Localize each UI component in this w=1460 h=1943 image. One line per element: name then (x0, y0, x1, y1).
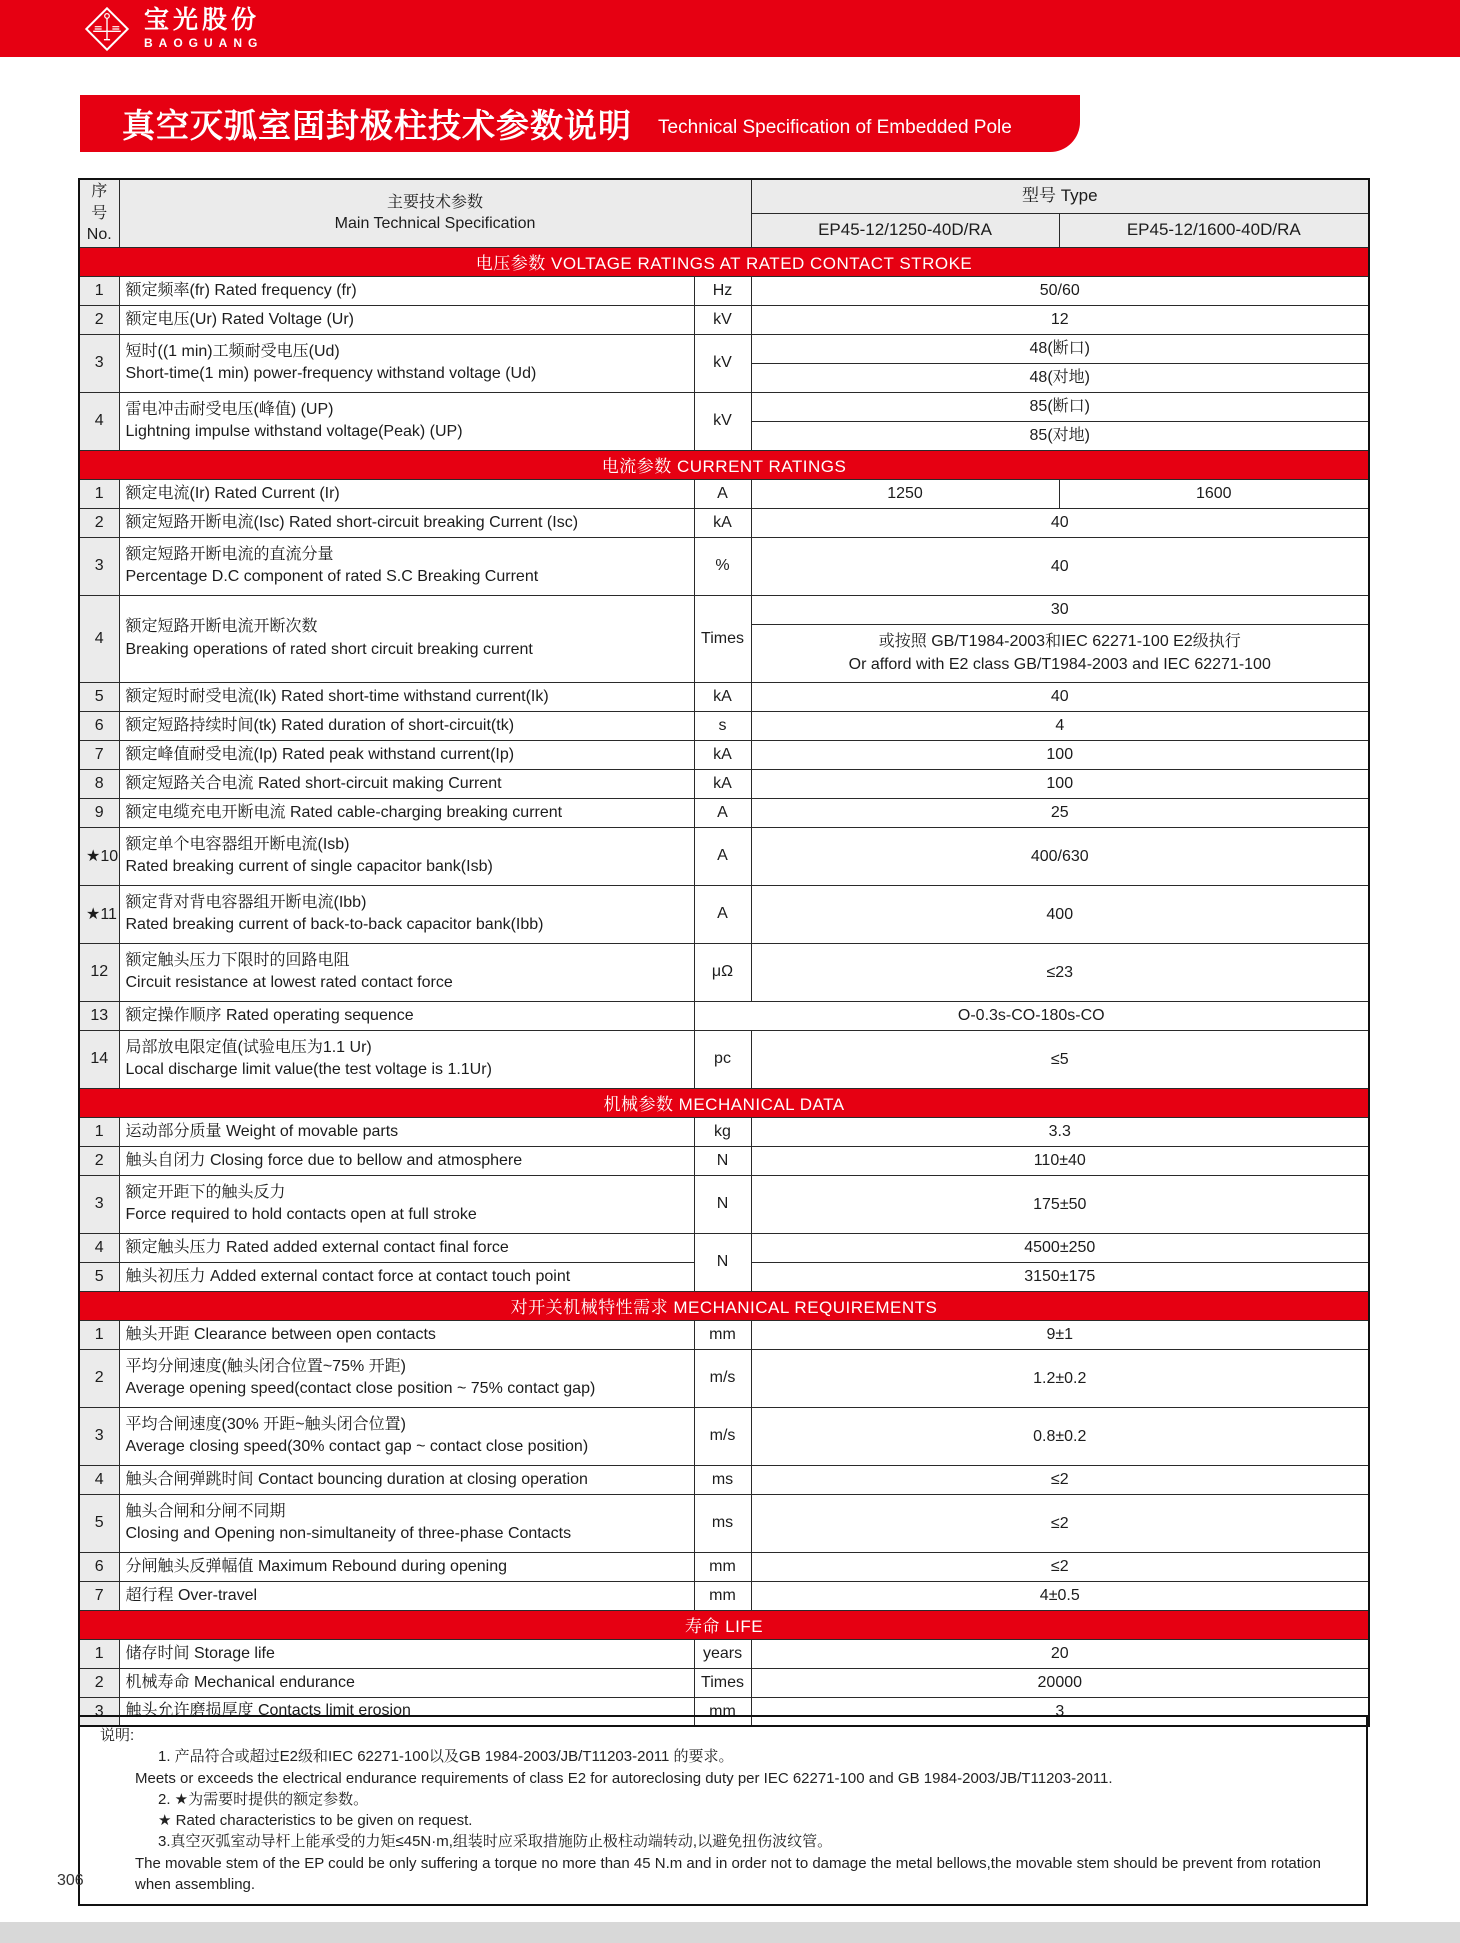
row-no: 2 (79, 305, 119, 334)
row-value: 50/60 (751, 276, 1369, 305)
row-value: 175±50 (751, 1175, 1369, 1233)
notes-box (78, 1715, 1368, 1906)
header-no-cn: 序号 (91, 183, 108, 222)
spec-row (79, 392, 1369, 421)
row-no: 14 (79, 1030, 119, 1088)
table-header-row (79, 179, 1369, 213)
row-spec: 触头允许磨损厚度 Contacts limit erosion (119, 1697, 694, 1726)
row-unit: m/s (694, 1407, 751, 1465)
header-spec (119, 179, 751, 247)
header-no (79, 179, 119, 247)
row-unit: mm (694, 1581, 751, 1610)
row-spec: 额定背对背电容器组开断电流(Ibb) Rated breaking current of back-to-back capacitor bank(Ibb) (119, 885, 694, 943)
row-value: 1600 (1059, 479, 1369, 508)
row-value: 400/630 (751, 827, 1369, 885)
row-unit: kg (694, 1117, 751, 1146)
row-value: 1250 (751, 479, 1059, 508)
row-value: ≤2 (751, 1465, 1369, 1494)
section-banner: 对开关机械特性需求 MECHANICAL REQUIREMENTS (79, 1291, 1369, 1320)
spec-row (79, 334, 1369, 363)
row-unit: % (694, 537, 751, 595)
row-unit: s (694, 711, 751, 740)
row-value: 0.8±0.2 (751, 1407, 1369, 1465)
row-unit: kA (694, 740, 751, 769)
spec-row (79, 885, 1369, 943)
row-spec: 超行程 Over-travel (119, 1581, 694, 1610)
row-no: 5 (79, 682, 119, 711)
spec-row (79, 1233, 1369, 1262)
row-spec: 分闸触头反弹幅值 Maximum Rebound during opening (119, 1552, 694, 1581)
row-spec: 短时((1 min)工频耐受电压(Ud) Short-time(1 min) power-frequency withstand voltage (Ud) (119, 334, 694, 392)
spec-row (79, 1494, 1369, 1552)
row-spec: 机械寿命 Mechanical endurance (119, 1668, 694, 1697)
row-spec: 运动部分质量 Weight of movable parts (119, 1117, 694, 1146)
row-spec: 平均分闸速度(触头闭合位置~75% 开距) Average opening speed(contact close position ~ 75% contact gap) (119, 1349, 694, 1407)
page-title-en: Technical Specification of Embedded Pole (658, 116, 1012, 138)
section-banner-row (79, 450, 1369, 479)
row-spec: 触头合闸弹跳时间 Contact bouncing duration at closing operation (119, 1465, 694, 1494)
note-line: ★ Rated characteristics to be given on request. (158, 1812, 473, 1830)
row-value: ≤23 (751, 943, 1369, 1001)
row-unit: N (694, 1146, 751, 1175)
row-value: 40 (751, 682, 1369, 711)
row-unit: kV (694, 305, 751, 334)
row-spec: 额定电流(Ir) Rated Current (Ir) (119, 479, 694, 508)
spec-row (79, 769, 1369, 798)
spec-row (79, 1581, 1369, 1610)
row-value: O-0.3s-CO-180s-CO (694, 1001, 1369, 1030)
page-title-banner (80, 95, 1080, 152)
row-spec: 额定单个电容器组开断电流(Isb) Rated breaking current of single capacitor bank(Isb) (119, 827, 694, 885)
row-unit: A (694, 479, 751, 508)
row-spec: 雷电冲击耐受电压(峰值) (UP) Lightning impulse withstand voltage(Peak) (UP) (119, 392, 694, 450)
spec-row (79, 1117, 1369, 1146)
section-banner: 电压参数 VOLTAGE RATINGS AT RATED CONTACT STROKE (79, 247, 1369, 276)
row-unit: Times (694, 595, 751, 682)
row-no: 1 (79, 1117, 119, 1146)
row-value: 85(断口) (751, 392, 1369, 421)
row-unit: pc (694, 1030, 751, 1088)
row-no: 13 (79, 1001, 119, 1030)
spec-row (79, 1349, 1369, 1407)
section-banner-row (79, 1088, 1369, 1117)
row-value: ≤2 (751, 1494, 1369, 1552)
header-model-1: EP45-12/1250-40D/RA (751, 213, 1059, 247)
brand-text (144, 7, 263, 50)
brand-name-en: BAOGUANG (144, 36, 264, 51)
note-line: 1. 产品符合或超过E2级和IEC 62271-100以及GB 1984-2003/JB/T11203-2011 的要求。 (158, 1748, 734, 1766)
row-value: ≤5 (751, 1030, 1369, 1088)
row-spec: 额定短路持续时间(tk) Rated duration of short-circuit(tk) (119, 711, 694, 740)
row-unit: kA (694, 508, 751, 537)
row-value: 48(对地) (751, 363, 1369, 392)
header-spec-en: Main Technical Specification (334, 215, 536, 233)
row-spec: 额定短路关合电流 Rated short-circuit making Current (119, 769, 694, 798)
spec-row (79, 1668, 1369, 1697)
row-no: 2 (79, 1146, 119, 1175)
row-no: 5 (79, 1494, 119, 1552)
row-unit: kA (694, 769, 751, 798)
row-unit: kA (694, 682, 751, 711)
row-unit: mm (694, 1552, 751, 1581)
row-no: 3 (79, 1407, 119, 1465)
row-no: 1 (79, 479, 119, 508)
row-value: 3 (751, 1697, 1369, 1726)
row-value: 30 (751, 595, 1369, 624)
bottom-strip (0, 1922, 1460, 1943)
spec-row (79, 1465, 1369, 1494)
row-unit: kV (694, 392, 751, 450)
row-value: 100 (751, 769, 1369, 798)
spec-row (79, 1146, 1369, 1175)
brand-header-band (0, 0, 1460, 57)
row-unit: A (694, 885, 751, 943)
row-no: 1 (79, 1639, 119, 1668)
note-line: The movable stem of the EP could be only suffering a torque no more than 45 N.m and in order not to damage the metal bellows,the movable stem should be prevent from rotation when assembling. (135, 1854, 1321, 1894)
row-value: 100 (751, 740, 1369, 769)
row-no: 4 (79, 392, 119, 450)
row-no: 3 (79, 1697, 119, 1726)
row-no: 12 (79, 943, 119, 1001)
spec-row (79, 943, 1369, 1001)
row-spec: 平均合闸速度(30% 开距~触头闭合位置) Average closing speed(30% contact gap ~ contact close position) (119, 1407, 694, 1465)
row-no: 6 (79, 711, 119, 740)
spec-row (79, 740, 1369, 769)
spec-row (79, 276, 1369, 305)
row-no: 9 (79, 798, 119, 827)
section-banner-row (79, 1610, 1369, 1639)
spec-row (79, 1552, 1369, 1581)
spec-row (79, 595, 1369, 624)
row-no: 8 (79, 769, 119, 798)
section-banner: 机械参数 MECHANICAL DATA (79, 1088, 1369, 1117)
row-unit: ms (694, 1494, 751, 1552)
row-no: 4 (79, 1465, 119, 1494)
row-unit: Hz (694, 276, 751, 305)
spec-row (79, 1320, 1369, 1349)
spec-row (79, 479, 1369, 508)
spec-row (79, 537, 1369, 595)
row-value: 20000 (751, 1668, 1369, 1697)
header-model-2: EP45-12/1600-40D/RA (1059, 213, 1369, 247)
row-spec: 局部放电限定值(试验电压为1.1 Ur) Local discharge limit value(the test voltage is 1.1Ur) (119, 1030, 694, 1088)
section-banner-row (79, 1291, 1369, 1320)
header-spec-cn: 主要技术参数 (387, 193, 484, 211)
note-line: Meets or exceeds the electrical endurance requirements of class E2 for autoreclosing duty per IEC 62271-100 and GB 1984-2003/JB/T11203-2011. (135, 1769, 1113, 1787)
row-unit: N (694, 1233, 751, 1291)
row-unit: mm (694, 1697, 751, 1726)
row-no: 2 (79, 508, 119, 537)
row-unit: N (694, 1175, 751, 1233)
row-value: 9±1 (751, 1320, 1369, 1349)
row-unit: years (694, 1639, 751, 1668)
spec-table-wrap (78, 178, 1368, 1727)
spec-row (79, 1639, 1369, 1668)
row-unit: mm (694, 1320, 751, 1349)
spec-table (78, 178, 1370, 1727)
header-no-en: No. (86, 226, 112, 244)
spec-row (79, 1407, 1369, 1465)
row-unit: m/s (694, 1349, 751, 1407)
row-no: 2 (79, 1349, 119, 1407)
spec-row (79, 1001, 1369, 1030)
row-unit: kV (694, 334, 751, 392)
row-no: ★11 (79, 885, 119, 943)
row-unit: ms (694, 1465, 751, 1494)
row-value: 25 (751, 798, 1369, 827)
spec-row (79, 682, 1369, 711)
brand-name-cn: 宝光股份 (144, 5, 261, 34)
row-spec: 额定短路开断电流(Isc) Rated short-circuit breaking Current (Isc) (119, 508, 694, 537)
row-value: 85(对地) (751, 421, 1369, 450)
section-banner: 电流参数 CURRENT RATINGS (79, 450, 1369, 479)
note-line: 2. ★为需要时提供的额定参数。 (158, 1790, 369, 1808)
row-spec: 额定触头压力 Rated added external contact final force (119, 1233, 694, 1262)
row-value: 3150±175 (751, 1262, 1369, 1291)
row-value: 20 (751, 1639, 1369, 1668)
row-no: 4 (79, 1233, 119, 1262)
row-unit: Times (694, 1668, 751, 1697)
row-spec: 触头合闸和分闸不同期 Closing and Opening non-simultaneity of three-phase Contacts (119, 1494, 694, 1552)
row-value: 或按照 GB/T1984-2003和IEC 62271-100 E2级执行 Or afford with E2 class GB/T1984-2003 and IEC 62271-100 (751, 624, 1369, 682)
row-spec: 额定短路开断电流的直流分量 Percentage D.C component of rated S.C Breaking Current (119, 537, 694, 595)
row-no: 7 (79, 1581, 119, 1610)
row-spec: 额定短路开断电流开断次数 Breaking operations of rated short circuit breaking current (119, 595, 694, 682)
row-value: 110±40 (751, 1146, 1369, 1175)
spec-row (79, 1175, 1369, 1233)
row-no: 5 (79, 1262, 119, 1291)
header-type: 型号 Type (751, 179, 1369, 213)
notes-label: 说明: (100, 1727, 135, 1744)
row-spec: 额定峰值耐受电流(Ip) Rated peak withstand current(Ip) (119, 740, 694, 769)
row-no: 6 (79, 1552, 119, 1581)
note-line: 3.真空灭弧室动导杆上能承受的力矩≤45N·m,组装时应采取措施防止极柱动端转动,以避免扭伤波纹管。 (158, 1833, 833, 1851)
row-value: 3.3 (751, 1117, 1369, 1146)
row-value: ≤2 (751, 1552, 1369, 1581)
row-value: 48(断口) (751, 334, 1369, 363)
row-spec: 触头自闭力 Closing force due to bellow and atmosphere (119, 1146, 694, 1175)
row-no: 2 (79, 1668, 119, 1697)
row-spec: 额定开距下的触头反力 Force required to hold contacts open at full stroke (119, 1175, 694, 1233)
row-spec: 额定短时耐受电流(Ik) Rated short-time withstand current(Ik) (119, 682, 694, 711)
baoguang-logo-icon (84, 6, 130, 52)
page-number: 306 (57, 1872, 84, 1889)
row-spec: 额定操作顺序 Rated operating sequence (119, 1001, 694, 1030)
spec-row (79, 798, 1369, 827)
row-value: 400 (751, 885, 1369, 943)
row-value: 4±0.5 (751, 1581, 1369, 1610)
row-value: 40 (751, 537, 1369, 595)
row-spec: 额定电缆充电开断电流 Rated cable-charging breaking current (119, 798, 694, 827)
row-value: 12 (751, 305, 1369, 334)
row-unit: μΩ (694, 943, 751, 1001)
row-spec: 触头初压力 Added external contact force at contact touch point (119, 1262, 694, 1291)
row-value: 1.2±0.2 (751, 1349, 1369, 1407)
row-spec: 额定电压(Ur) Rated Voltage (Ur) (119, 305, 694, 334)
section-banner: 寿命 LIFE (79, 1610, 1369, 1639)
spec-row (79, 827, 1369, 885)
spec-row (79, 1030, 1369, 1088)
section-banner-row (79, 247, 1369, 276)
row-no: 7 (79, 740, 119, 769)
row-no: ★10 (79, 827, 119, 885)
row-spec: 触头开距 Clearance between open contacts (119, 1320, 694, 1349)
row-spec: 额定频率(fr) Rated frequency (fr) (119, 276, 694, 305)
row-no: 3 (79, 1175, 119, 1233)
spec-row (79, 305, 1369, 334)
row-value: 4500±250 (751, 1233, 1369, 1262)
row-value: 4 (751, 711, 1369, 740)
row-no: 1 (79, 1320, 119, 1349)
row-no: 3 (79, 537, 119, 595)
spec-row (79, 508, 1369, 537)
row-unit: A (694, 827, 751, 885)
row-spec: 储存时间 Storage life (119, 1639, 694, 1668)
row-no: 3 (79, 334, 119, 392)
spec-row (79, 711, 1369, 740)
row-no: 1 (79, 276, 119, 305)
row-unit: A (694, 798, 751, 827)
row-spec: 额定触头压力下限时的回路电阻 Circuit resistance at lowest rated contact force (119, 943, 694, 1001)
row-value: 40 (751, 508, 1369, 537)
row-no: 4 (79, 595, 119, 682)
page-title-cn: 真空灭弧室固封极柱技术参数说明 (122, 107, 632, 144)
